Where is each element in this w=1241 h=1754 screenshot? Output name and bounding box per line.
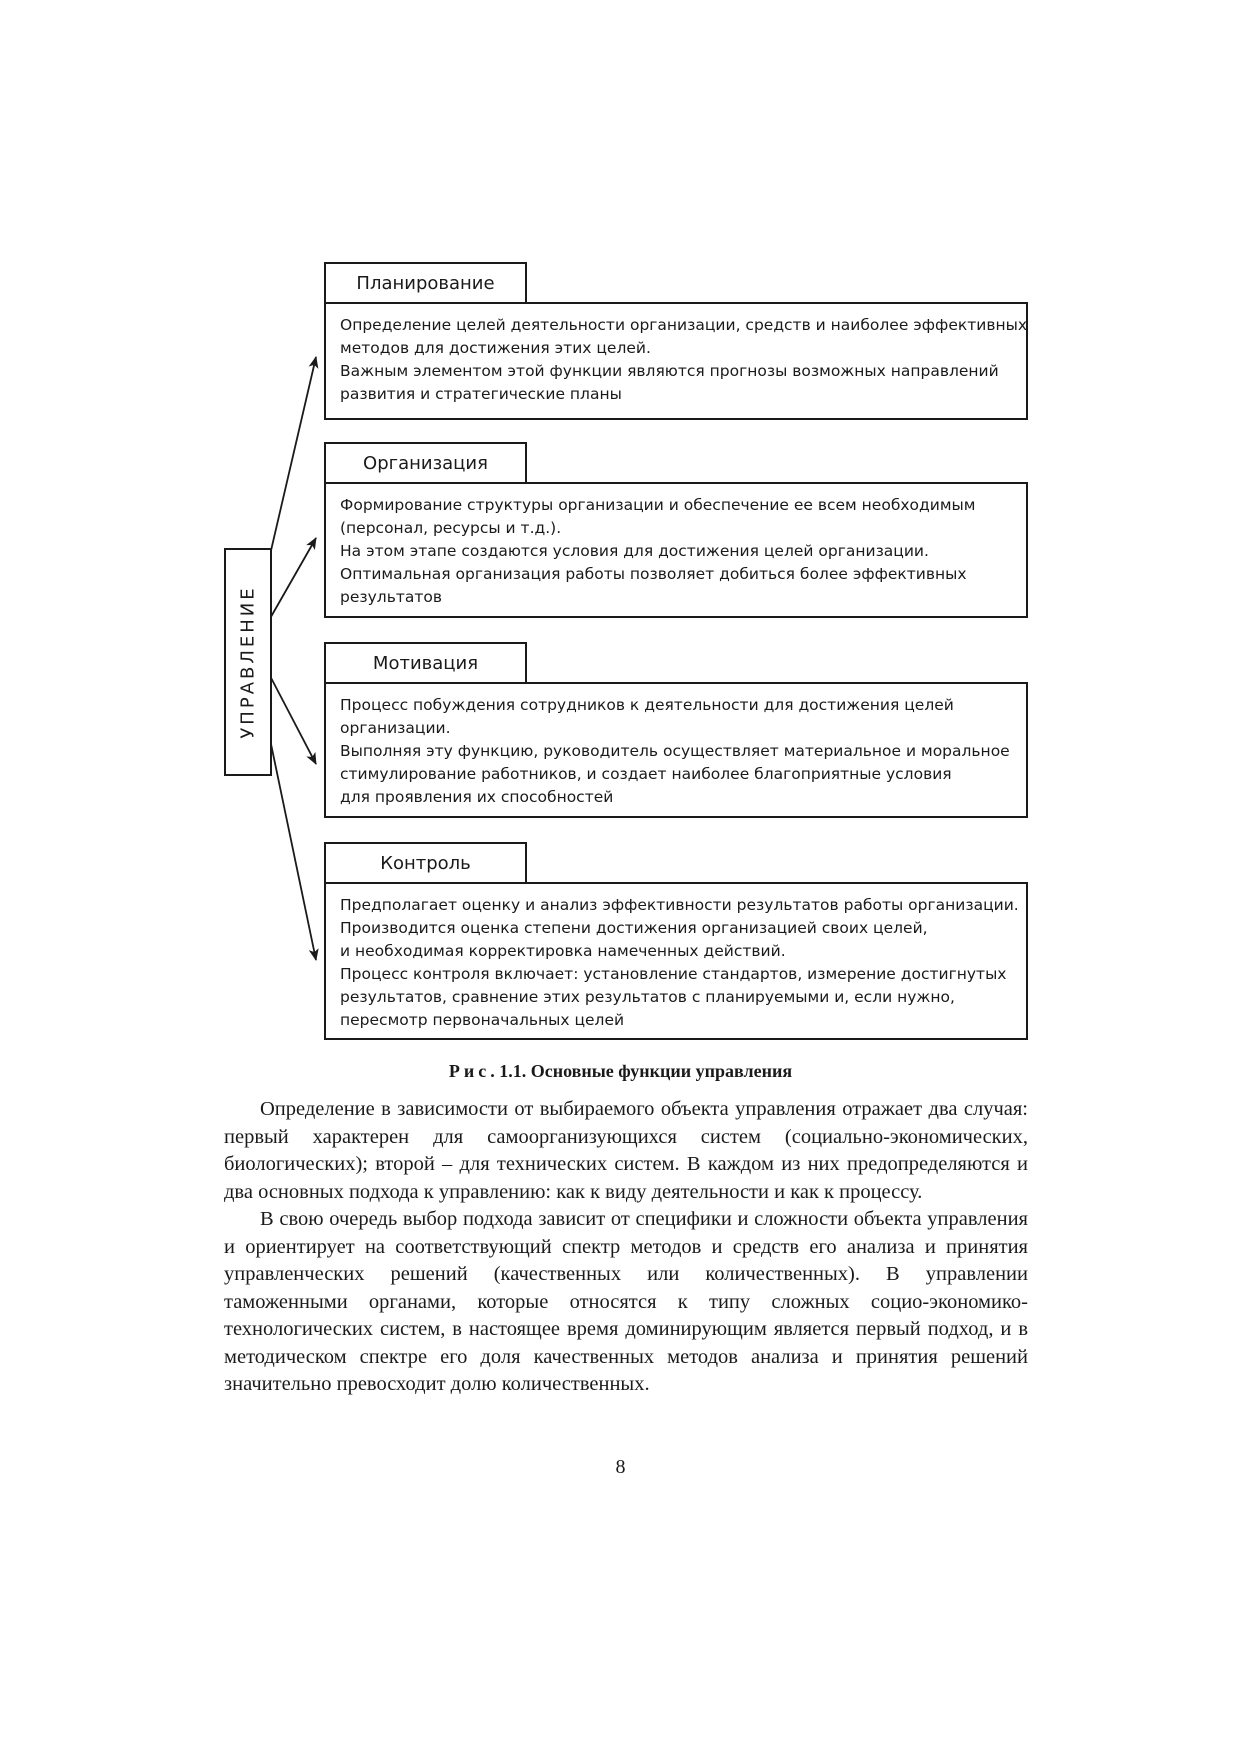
arrow-to-motivation bbox=[268, 672, 316, 764]
control-description-box bbox=[324, 882, 1028, 1040]
motivation-line: Процесс побуждения сотрудников к деятельности для достижения целей bbox=[340, 696, 954, 714]
motivation-line: стимулирование работников, и создает наиболее благоприятные условия bbox=[340, 765, 952, 783]
control-line: Процесс контроля включает: установление стандартов, измерение достигнутых bbox=[340, 965, 1007, 983]
planning-line: развития и стратегические планы bbox=[340, 385, 622, 403]
planning-title-box bbox=[324, 262, 527, 302]
motivation-title-box bbox=[324, 642, 527, 682]
organization-line: На этом этапе создаются условия для достижения целей организации. bbox=[340, 542, 929, 560]
control-line: пересмотр первоначальных целей bbox=[340, 1011, 625, 1029]
planning-line: методов для достижения этих целей. bbox=[340, 339, 651, 357]
control-line: результатов, сравнение этих результатов с планируемыми и, если нужно, bbox=[340, 988, 955, 1006]
organization-line: Оптимальная организация работы позволяет добиться более эффективных bbox=[340, 565, 967, 583]
organization-line: Формирование структуры организации и обеспечение ее всем необходимым bbox=[340, 496, 976, 514]
body-text bbox=[224, 1096, 1028, 1399]
management-root-box bbox=[224, 548, 272, 776]
motivation-description-box bbox=[324, 682, 1028, 818]
motivation-title: Мотивация bbox=[372, 652, 479, 674]
arrow-to-control bbox=[266, 720, 316, 960]
management-root-label: УПРАВЛЕНИЕ bbox=[237, 585, 259, 739]
control-title-box bbox=[324, 842, 527, 882]
control-line: Предполагает оценку и анализ эффективности результатов работы организации. bbox=[340, 896, 1019, 914]
control-line: и необходимая корректировка намеченных действий. bbox=[340, 942, 786, 960]
arrow-to-planning bbox=[266, 357, 316, 572]
motivation-line: для проявления их способностей bbox=[340, 788, 614, 806]
organization-line: (персонал, ресурсы и т.д.). bbox=[340, 519, 562, 537]
control-line: Производится оценка степени достижения организацией своих целей, bbox=[340, 919, 928, 937]
organization-title: Организация bbox=[363, 452, 488, 474]
figure-caption-prefix: Рис bbox=[448, 1061, 491, 1081]
motivation-line: организации. bbox=[340, 719, 451, 737]
page-number: 8 bbox=[615, 1456, 626, 1478]
motivation-line: Выполняя эту функцию, руководитель осуществляет материальное и моральное bbox=[340, 742, 1010, 760]
paragraph: Определение в зависимости от выбираемого объекта управления отражает два случая: первый характерен для самоорганизующихся систем (социально-экономических, биологических); второй – для технических систем. В каждом из них предопределяются и два основных подхода к управлению: как к виду деятельности и как к процессу. bbox=[224, 1098, 1028, 1203]
planning-description-box bbox=[324, 302, 1028, 420]
planning-line: Важным элементом этой функции являются прогнозы возможных направлений bbox=[340, 362, 999, 380]
control-title: Контроль bbox=[380, 852, 471, 874]
figure-caption bbox=[0, 1061, 1241, 1082]
organization-line: результатов bbox=[340, 588, 443, 606]
planning-title: Планирование bbox=[356, 272, 495, 294]
figure-caption-text: . 1.1. Основные функции управления bbox=[490, 1061, 793, 1081]
arrow-to-organization bbox=[268, 538, 316, 622]
planning-line: Определение целей деятельности организации, средств и наиболее эффективных bbox=[340, 316, 1027, 334]
organization-description-box bbox=[324, 482, 1028, 618]
organization-title-box bbox=[324, 442, 527, 482]
paragraph: В свою очередь выбор подхода зависит от специфики и сложности объекта управления и ориентирует на соответствующий спектр методов и средств его анализа и принятия управленческих решений (качественных или количественных). В управлении таможенными органами, которые относятся к типу сложных социо-экономико-технологических систем, в настоящее время доминирующим является первый подход, и в методическом спектре его доля качественных методов анализа и принятия решений значительно превосходит долю количественных. bbox=[224, 1208, 1028, 1395]
